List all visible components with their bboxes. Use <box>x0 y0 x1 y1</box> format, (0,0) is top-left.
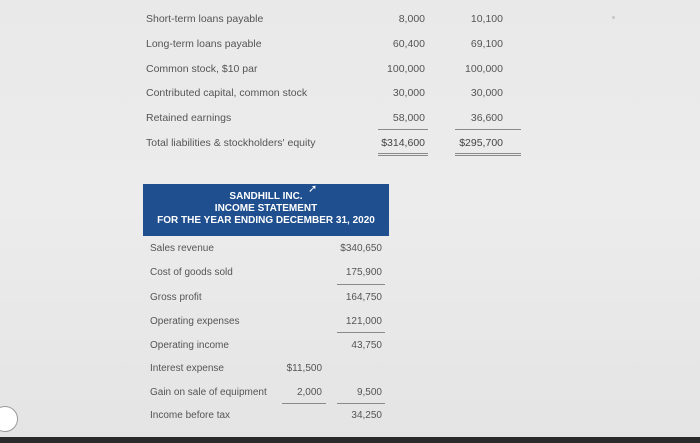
subtotal-rule <box>337 284 385 285</box>
is-label-operating-expenses: Operating expenses <box>150 316 240 327</box>
bs-label-short-term-loans: Short-term loans payable <box>146 13 264 25</box>
subtotal-rule <box>337 403 385 404</box>
bs-value-2019: 30,000 <box>470 87 503 99</box>
bs-value-2019: 36,600 <box>470 112 503 124</box>
subtotal-rule <box>378 129 428 130</box>
is-label-sales-revenue: Sales revenue <box>150 243 214 254</box>
total-double-rule <box>378 155 428 156</box>
bs-label-contributed-capital: Contributed capital, common stock <box>146 87 308 99</box>
bottom-bar <box>0 437 700 443</box>
statement-period: FOR THE YEAR ENDING DECEMBER 31, 2020 <box>157 215 375 226</box>
is-label-cost-of-goods-sold: Cost of goods sold <box>150 267 233 278</box>
is-inner-value: $11,500 <box>286 363 322 374</box>
subtotal-rule <box>282 403 326 404</box>
bs-total-2020: $314,600 <box>381 137 425 149</box>
bs-value-2020: 58,000 <box>392 112 425 124</box>
bs-value-2020: 60,400 <box>392 38 425 50</box>
bs-value-2020: 8,000 <box>398 13 425 25</box>
bs-total-2019: $295,700 <box>459 137 503 149</box>
bs-label-retained-earnings: Retained earnings <box>146 112 232 124</box>
company-name: SANDHILL INC. <box>229 191 303 202</box>
subtotal-rule <box>337 332 385 333</box>
is-label-interest-expense: Interest expense <box>150 363 224 374</box>
income-statement-header <box>143 184 389 236</box>
bs-label-common-stock: Common stock, $10 par <box>146 63 258 75</box>
is-label-gross-profit: Gross profit <box>150 292 202 303</box>
is-value: 34,250 <box>351 410 382 421</box>
bs-value-2019: 100,000 <box>465 63 503 75</box>
is-value: 43,750 <box>351 340 382 351</box>
is-value: 9,500 <box>356 387 382 398</box>
is-label-operating-income: Operating income <box>150 340 229 351</box>
is-inner-value: 2,000 <box>296 387 322 398</box>
bs-value-2019: 69,100 <box>470 38 503 50</box>
total-double-rule <box>455 153 521 154</box>
total-double-rule <box>378 153 428 154</box>
app-badge-icon[interactable] <box>0 406 18 432</box>
statement-title: INCOME STATEMENT <box>214 203 318 214</box>
total-double-rule <box>455 155 521 156</box>
mouse-cursor-icon: ➚ <box>308 183 318 195</box>
is-value: $340,650 <box>340 243 382 254</box>
bs-label-total-liabilities-equity: Total liabilities & stockholders' equity <box>146 137 316 149</box>
bs-value-2020: 30,000 <box>392 87 425 99</box>
is-value: 164,750 <box>345 292 382 303</box>
bs-value-2019: 10,100 <box>470 13 503 25</box>
speck <box>612 16 615 19</box>
is-label-income-before-tax: Income before tax <box>150 410 231 421</box>
bs-label-long-term-loans: Long-term loans payable <box>146 38 262 50</box>
subtotal-rule <box>455 129 521 130</box>
is-value: 121,000 <box>345 316 382 327</box>
bs-value-2020: 100,000 <box>387 63 425 75</box>
is-value: 175,900 <box>345 267 382 278</box>
is-label-gain-on-sale: Gain on sale of equipment <box>150 387 267 398</box>
